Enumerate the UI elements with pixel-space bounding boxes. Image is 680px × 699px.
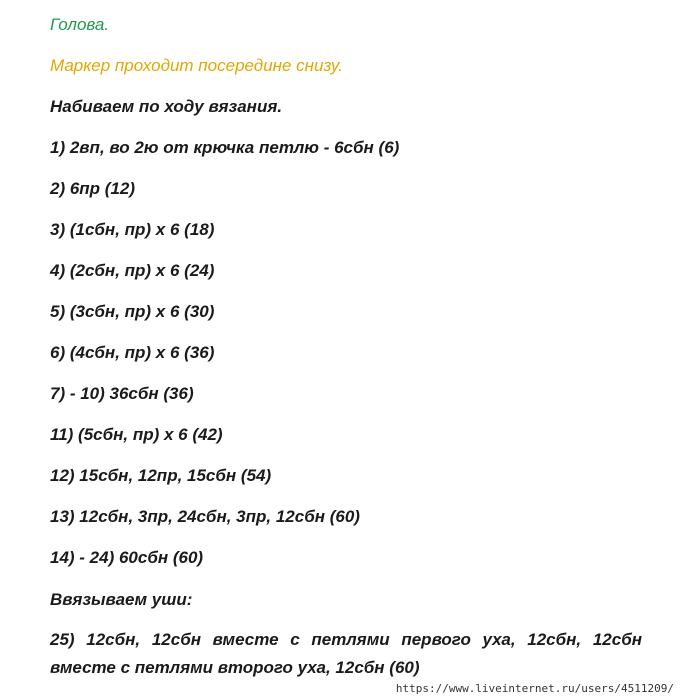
source-watermark: https://www.liveinternet.ru/users/4511209/: [395, 682, 674, 695]
section-heading: Голова.: [50, 15, 110, 34]
stuffing-note: Набиваем по ходу вязания.: [50, 97, 283, 116]
pattern-row-6: 6) (4сбн, пр) х 6 (36): [50, 343, 215, 362]
pattern-row-2: 2) 6пр (12): [50, 179, 136, 198]
marker-note: Маркер проходит посередине снизу.: [50, 56, 343, 75]
pattern-row-1: 1) 2вп, во 2ю от крючка петлю - 6сбн (6): [50, 138, 400, 157]
pattern-row-7-10: 7) - 10) 36сбн (36): [50, 384, 194, 403]
pattern-row-5: 5) (3сбн, пр) х 6 (30): [50, 302, 215, 321]
pattern-row-12: 12) 15сбн, 12пр, 15сбн (54): [50, 466, 272, 485]
pattern-row-13: 13) 12сбн, 3пр, 24сбн, 3пр, 12сбн (60): [50, 507, 360, 526]
pattern-row-4: 4) (2сбн, пр) х 6 (24): [50, 261, 215, 280]
pattern-row-11: 11) (5сбн, пр) х 6 (42): [50, 425, 223, 444]
pattern-row-14-24: 14) - 24) 60сбн (60): [50, 548, 204, 567]
pattern-row-25: 25) 12сбн, 12сбн вместе с петлями первого уха, 12сбн, 12сбн вместе с петлями второго уха, 12сбн (60): [50, 630, 642, 677]
pattern-row-3: 3) (1сбн, пр) х 6 (18): [50, 220, 215, 239]
ears-heading: Ввязываем уши:: [50, 590, 193, 609]
